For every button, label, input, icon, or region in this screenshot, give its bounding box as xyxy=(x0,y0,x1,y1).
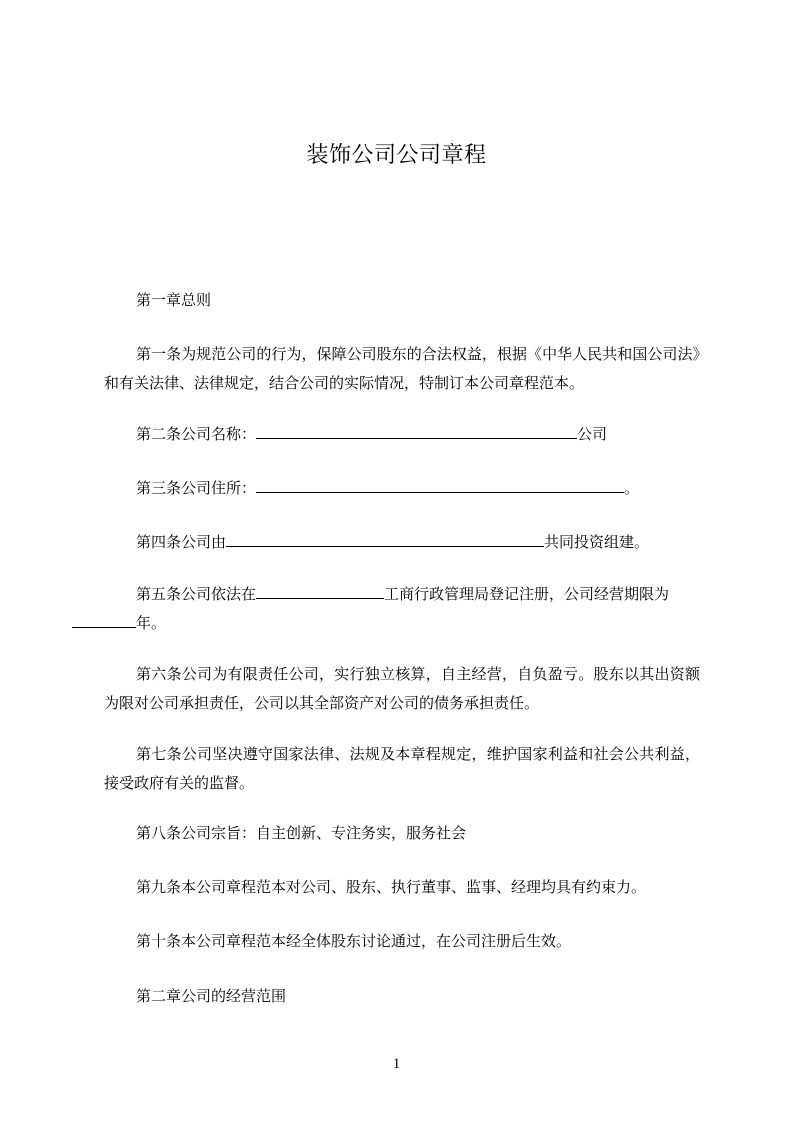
chapter-heading-1: 第一章总则 xyxy=(136,291,212,309)
company-name-blank xyxy=(256,422,577,439)
article-3-suffix: 。 xyxy=(624,479,640,497)
company-address-blank xyxy=(256,476,624,493)
article-2 xyxy=(104,420,700,449)
article-5-middle: 工商行政管理局登记注册，公司经营期限为 xyxy=(384,585,670,603)
article-2-suffix: 公司 xyxy=(577,425,608,443)
article-4 xyxy=(104,528,700,557)
article-4-label: 第四条公司由 xyxy=(136,533,227,551)
registration-authority-blank xyxy=(256,582,384,599)
page-number: 1 xyxy=(392,1056,401,1072)
article-2-label: 第二条公司名称： xyxy=(136,425,257,443)
article-9: 第九条本公司章程范本对公司、股东、执行董事、监事、经理均具有约束力。 xyxy=(136,878,647,896)
article-8: 第八条公司宗旨：自主创新、专注务实，服务社会 xyxy=(136,824,467,842)
article-4-suffix: 共同投资组建。 xyxy=(544,533,650,551)
article-5-suffix: 年。 xyxy=(136,614,167,632)
article-5 xyxy=(104,580,700,638)
investors-blank xyxy=(226,530,544,547)
article-6: 第六条公司为有限责任公司，实行独立核算，自主经营，自负盈亏。股东以其出资额为限对公司承担责任，公司以其全部资产对公司的债务承担责任。 xyxy=(104,665,700,712)
document-title: 装饰公司公司章程 xyxy=(306,143,487,168)
article-3-label: 第三条公司住所： xyxy=(136,479,257,497)
operating-term-blank xyxy=(72,611,136,628)
article-7: 第七条公司坚决遵守国家法律、法规及本章程规定，维护国家利益和社会公共利益，接受政府有关的监督。 xyxy=(104,745,700,792)
article-1: 第一条为规范公司的行为，保障公司股东的合法权益，根据《中华人民共和国公司法》和有关法律、法律规定，结合公司的实际情况，特制订本公司章程范本。 xyxy=(104,345,700,392)
article-5-label: 第五条公司依法在 xyxy=(136,585,257,603)
article-10: 第十条本公司章程范本经全体股东讨论通过，在公司注册后生效。 xyxy=(136,932,572,950)
article-3 xyxy=(104,474,700,503)
chapter-heading-2: 第二章公司的经营范围 xyxy=(136,987,287,1005)
